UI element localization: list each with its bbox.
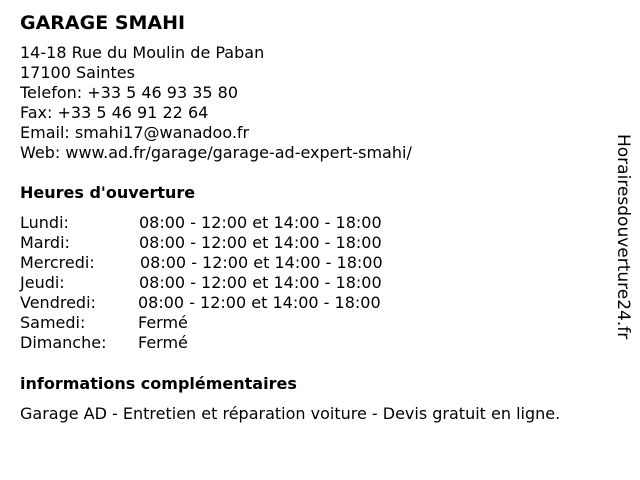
contact-block — [20, 43, 412, 163]
phone-line: Telefon: +33 5 46 93 35 80 — [20, 83, 239, 102]
hours-table — [20, 213, 420, 353]
time-value: 08:00 - 12:00 et 14:00 - 18:00 — [140, 253, 383, 272]
hours-row-vendredi — [20, 293, 420, 313]
day-label: Vendredi: — [20, 293, 96, 312]
info-heading: informations complémentaires — [20, 374, 297, 393]
time-value: Fermé — [138, 313, 188, 332]
time-value: 08:00 - 12:00 et 14:00 - 18:00 — [138, 293, 381, 312]
time-value: Fermé — [138, 333, 188, 352]
hours-row-samedi — [20, 313, 420, 333]
day-label: Samedi: — [20, 313, 86, 332]
email-line: Email: smahi17@wanadoo.fr — [20, 123, 250, 142]
day-label: Mardi: — [20, 233, 70, 252]
web-line: Web: www.ad.fr/garage/garage-ad-expert-smahi/ — [20, 143, 412, 162]
time-value: 08:00 - 12:00 et 14:00 - 18:00 — [139, 273, 382, 292]
day-label: Mercredi: — [20, 253, 95, 272]
hours-row-dimanche — [20, 333, 420, 353]
hours-heading: Heures d'ouverture — [20, 183, 196, 202]
hours-row-jeudi — [20, 273, 420, 293]
day-label: Jeudi: — [20, 273, 65, 292]
time-value: 08:00 - 12:00 et 14:00 - 18:00 — [139, 233, 382, 252]
hours-row-mercredi — [20, 253, 420, 273]
time-value: 08:00 - 12:00 et 14:00 - 18:00 — [139, 213, 382, 232]
hours-row-lundi — [20, 213, 420, 233]
fax-line: Fax: +33 5 46 91 22 64 — [20, 103, 209, 122]
business-name: GARAGE SMAHI — [20, 12, 186, 34]
day-label: Dimanche: — [20, 333, 107, 352]
hours-row-mardi — [20, 233, 420, 253]
watermark — [612, 134, 634, 344]
address-line-2: 17100 Saintes — [20, 63, 135, 82]
watermark-text: Horairesdouverture24.fr — [613, 134, 633, 340]
address-line-1: 14-18 Rue du Moulin de Paban — [20, 43, 265, 62]
info-text: Garage AD - Entretien et réparation voiture - Devis gratuit en ligne. — [20, 404, 561, 423]
day-label: Lundi: — [20, 213, 69, 232]
